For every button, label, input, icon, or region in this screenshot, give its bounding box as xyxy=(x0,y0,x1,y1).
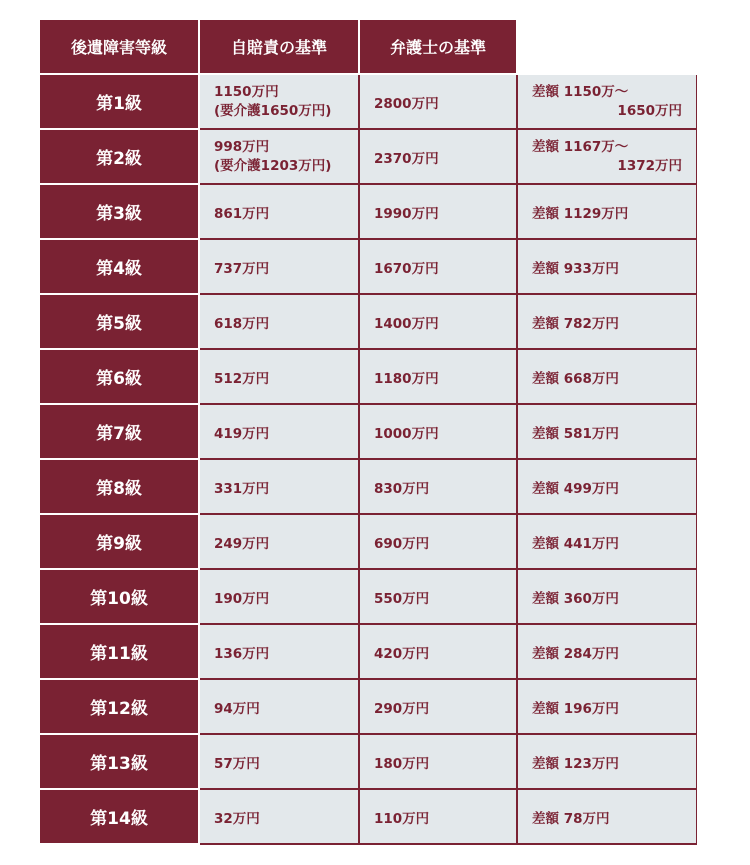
jibaiseki-cell: 737万円 xyxy=(200,240,360,295)
bengoshi-cell: 1400万円 xyxy=(360,295,518,350)
bengoshi-cell: 2370万円 xyxy=(360,130,518,185)
jibaiseki-cell: 57万円 xyxy=(200,735,360,790)
grade-cell: 第5級 xyxy=(40,295,200,350)
grade-cell: 第10級 xyxy=(40,570,200,625)
grade-cell: 第1級 xyxy=(40,75,200,130)
grade-cell: 第4級 xyxy=(40,240,200,295)
table-row xyxy=(40,405,697,460)
jibaiseki-cell xyxy=(200,130,360,185)
jibaiseki-value: 1150万円 xyxy=(214,83,279,100)
jibaiseki-cell: 512万円 xyxy=(200,350,360,405)
jibaiseki-cell: 419万円 xyxy=(200,405,360,460)
bengoshi-cell: 110万円 xyxy=(360,790,518,845)
jibaiseki-cell: 618万円 xyxy=(200,295,360,350)
header-bengoshi: 弁護士の基準 xyxy=(360,20,518,75)
diff-cell: 差額 581万円 xyxy=(518,405,697,460)
bengoshi-cell: 420万円 xyxy=(360,625,518,680)
header-empty xyxy=(518,20,697,75)
diff-cell: 差額 1129万円 xyxy=(518,185,697,240)
diff-cell xyxy=(518,130,697,185)
grade-cell: 第8級 xyxy=(40,460,200,515)
diff-value: 差額 1150万〜 xyxy=(532,83,629,100)
table-row xyxy=(40,515,697,570)
compensation-table xyxy=(40,20,697,845)
bengoshi-cell: 690万円 xyxy=(360,515,518,570)
grade-cell: 第13級 xyxy=(40,735,200,790)
diff-value-end: 1372万円 xyxy=(617,157,682,174)
bengoshi-cell: 2800万円 xyxy=(360,75,518,130)
diff-cell: 差額 782万円 xyxy=(518,295,697,350)
bengoshi-cell: 550万円 xyxy=(360,570,518,625)
jibaiseki-cell: 190万円 xyxy=(200,570,360,625)
diff-cell: 差額 360万円 xyxy=(518,570,697,625)
diff-cell: 差額 284万円 xyxy=(518,625,697,680)
diff-cell xyxy=(518,75,697,130)
table-row xyxy=(40,295,697,350)
diff-value-end: 1650万円 xyxy=(617,102,682,119)
grade-cell: 第2級 xyxy=(40,130,200,185)
header-grade: 後遺障害等級 xyxy=(40,20,200,75)
grade-cell: 第12級 xyxy=(40,680,200,735)
grade-cell: 第9級 xyxy=(40,515,200,570)
jibaiseki-note: (要介護1650万円) xyxy=(214,102,332,119)
bengoshi-cell: 1000万円 xyxy=(360,405,518,460)
header-jibaiseki: 自賠責の基準 xyxy=(200,20,360,75)
table-row xyxy=(40,570,697,625)
table-row xyxy=(40,680,697,735)
jibaiseki-cell: 32万円 xyxy=(200,790,360,845)
grade-cell: 第11級 xyxy=(40,625,200,680)
table-row xyxy=(40,790,697,845)
jibaiseki-note: (要介護1203万円) xyxy=(214,157,332,174)
jibaiseki-cell xyxy=(200,75,360,130)
bengoshi-cell: 1670万円 xyxy=(360,240,518,295)
table-row xyxy=(40,625,697,680)
jibaiseki-cell: 249万円 xyxy=(200,515,360,570)
jibaiseki-cell: 94万円 xyxy=(200,680,360,735)
table-row xyxy=(40,240,697,295)
table-row xyxy=(40,185,697,240)
jibaiseki-value: 998万円 xyxy=(214,138,270,155)
grade-cell: 第3級 xyxy=(40,185,200,240)
table-row xyxy=(40,130,697,185)
bengoshi-cell: 1180万円 xyxy=(360,350,518,405)
jibaiseki-cell: 331万円 xyxy=(200,460,360,515)
grade-cell: 第14級 xyxy=(40,790,200,845)
bengoshi-cell: 290万円 xyxy=(360,680,518,735)
table-row xyxy=(40,350,697,405)
table-row xyxy=(40,75,697,130)
diff-cell: 差額 499万円 xyxy=(518,460,697,515)
diff-cell: 差額 441万円 xyxy=(518,515,697,570)
diff-cell: 差額 123万円 xyxy=(518,735,697,790)
jibaiseki-cell: 861万円 xyxy=(200,185,360,240)
diff-cell: 差額 78万円 xyxy=(518,790,697,845)
table-row xyxy=(40,460,697,515)
diff-value: 差額 1167万〜 xyxy=(532,138,629,155)
diff-cell: 差額 196万円 xyxy=(518,680,697,735)
table-row xyxy=(40,735,697,790)
bengoshi-cell: 830万円 xyxy=(360,460,518,515)
grade-cell: 第7級 xyxy=(40,405,200,460)
diff-cell: 差額 933万円 xyxy=(518,240,697,295)
diff-cell: 差額 668万円 xyxy=(518,350,697,405)
bengoshi-cell: 1990万円 xyxy=(360,185,518,240)
grade-cell: 第6級 xyxy=(40,350,200,405)
table-header-row xyxy=(40,20,697,75)
bengoshi-cell: 180万円 xyxy=(360,735,518,790)
jibaiseki-cell: 136万円 xyxy=(200,625,360,680)
